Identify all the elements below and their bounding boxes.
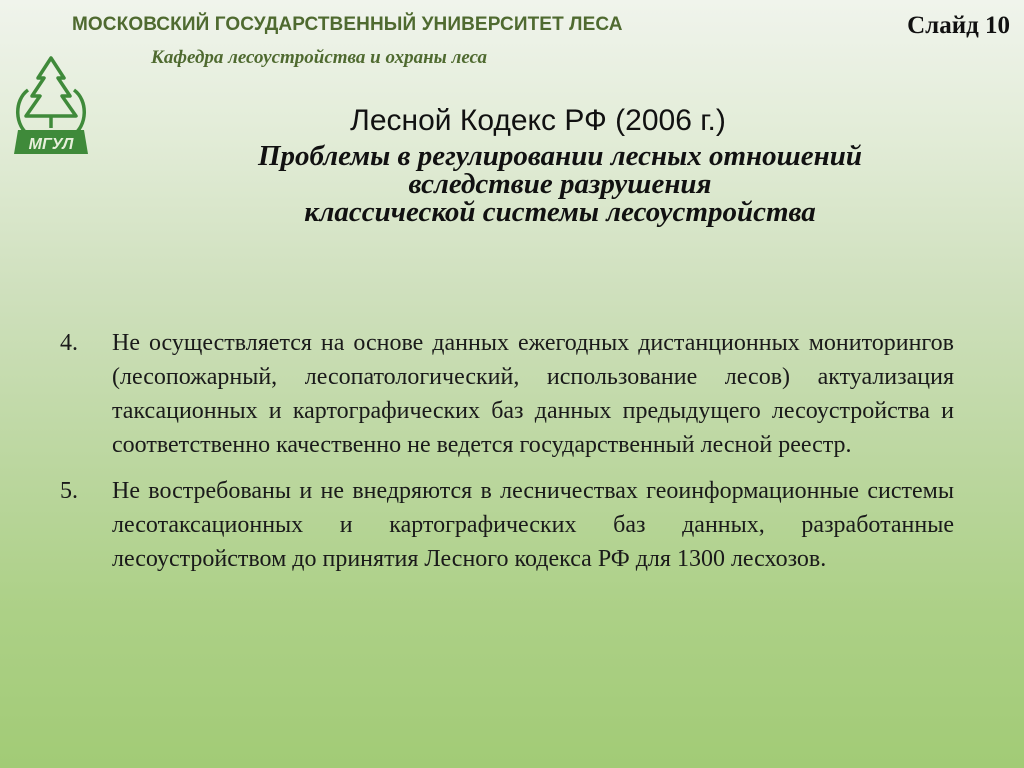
university-name: МОСКОВСКИЙ ГОСУДАРСТВЕННЫЙ УНИВЕРСИТЕТ ЛЕСА [72, 14, 623, 35]
item-text: Не осуществляется на основе данных ежегодных дистанционных мониторингов (лесопожарный, лесопатологический, использование лесов) актуализация таксационных и картографических баз данных предыдущего лесоустройства и соответственно качественно не ведется государственный лесной реестр. [112, 330, 954, 458]
subtitle-line: вследствие разрушения [408, 168, 712, 200]
item-text: Не востребованы и не внедряются в лесничествах геоинформационные системы лесотаксационных и картографических баз данных, разработанные лесоустройством до принятия Лесного кодекса РФ для 1300 лесхозов. [112, 478, 954, 572]
department-name: Кафедра лесоустройства и охраны леса [151, 47, 487, 68]
subtitle-line: классической системы лесоустройства [304, 196, 816, 228]
logo-text: МГУЛ [28, 136, 74, 153]
list-item [60, 326, 954, 462]
item-number: 5. [60, 478, 78, 504]
numbered-list [60, 326, 954, 588]
slide-number: Слайд 10 [907, 12, 1010, 39]
subtitle-line: Проблемы в регулировании лесных отношений [257, 140, 863, 172]
item-number: 4. [60, 330, 78, 356]
subtitle [150, 142, 970, 226]
list-item [60, 474, 954, 576]
page-title: Лесной Кодекс РФ (2006 г.) [350, 104, 726, 137]
